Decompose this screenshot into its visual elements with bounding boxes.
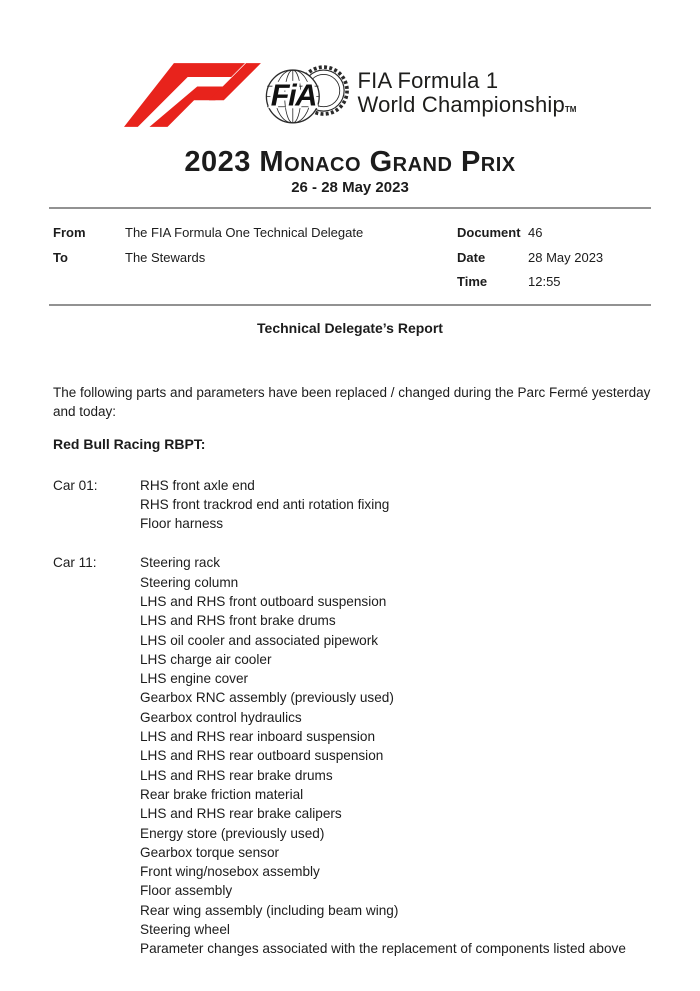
part-item: LHS charge air cooler [140,651,272,667]
event-title: 2023 Monaco Grand Prix [184,146,516,178]
meta-right-column [457,221,647,295]
part-item: Parameter changes associated with the replacement of components listed above [140,941,626,957]
time-label: Time [457,274,488,289]
car-label: Car 11: [53,555,97,571]
part-item: LHS and RHS rear brake calipers [140,806,342,822]
part-item: Steering column [140,574,239,590]
part-item: Rear brake friction material [140,786,304,802]
part-item: Steering wheel [140,922,230,938]
to-value: The Stewards [125,249,206,265]
part-item: Floor assembly [140,883,233,899]
divider-bottom [49,304,651,306]
meta-row-to [53,246,457,271]
part-item: LHS and RHS front brake drums [140,613,336,629]
meta-row-time [457,270,647,295]
part-item: Floor harness [140,516,224,532]
part-item: RHS front axle end [140,477,255,493]
car-label: Car 01: [53,477,98,493]
meta-row-from [53,221,457,246]
document-label: Document [457,225,521,240]
from-label: From [53,225,86,240]
parts-list [140,476,700,534]
wordmark-line2: World ChampionshipTM [357,91,577,117]
meta-row-date [457,246,647,271]
part-item: LHS oil cooler and associated pipework [140,632,379,648]
part-item: LHS and RHS rear outboard suspension [140,748,384,764]
team-heading: Red Bull Racing RBPT: [53,435,206,452]
part-item: Gearbox control hydraulics [140,709,302,725]
part-item: LHS engine cover [140,671,249,687]
part-item: LHS and RHS rear brake drums [140,767,333,783]
part-item: Gearbox RNC assembly (previously used) [140,690,394,706]
wordmark-line1: FIA Formula 1 [357,67,499,93]
part-item: LHS and RHS front outboard suspension [140,593,387,609]
time-value: 12:55 [528,274,561,289]
trademark-symbol: TM [564,104,577,114]
fia-logo-icon [262,56,350,134]
part-item: Front wing/nosebox assembly [140,864,320,880]
document-value: 46 [528,225,543,240]
meta-row-document [457,221,647,246]
to-label: To [53,249,68,265]
car-section-11 [53,553,700,958]
date-label: Date [457,249,486,265]
date-value: 28 May 2023 [528,249,604,265]
part-item: Steering rack [140,555,221,571]
event-dates: 26 - 28 May 2023 [291,179,409,196]
from-value: The FIA Formula One Technical Delegate [125,225,364,240]
car-section-01 [53,476,700,534]
part-item: RHS front trackrod end anti rotation fixing [140,496,390,512]
intro-paragraph: The following parts and parameters have been replaced / changed during the Parc Fermé yesterday and today: [53,384,651,419]
header [0,0,700,134]
f1-logo-icon [124,59,262,131]
part-item: Gearbox torque sensor [140,844,280,860]
part-item: Rear wing assembly (including beam wing) [140,902,399,918]
championship-wordmark [358,69,577,122]
title-block [0,147,700,196]
meta-left-column [53,221,457,295]
parts-list [140,553,700,958]
fia-monogram-text: FiA [270,77,316,113]
report-heading: Technical Delegate’s Report [257,319,443,336]
part-item: LHS and RHS rear inboard suspension [140,729,376,745]
meta-table [0,209,700,295]
part-item: Energy store (previously used) [140,825,325,841]
